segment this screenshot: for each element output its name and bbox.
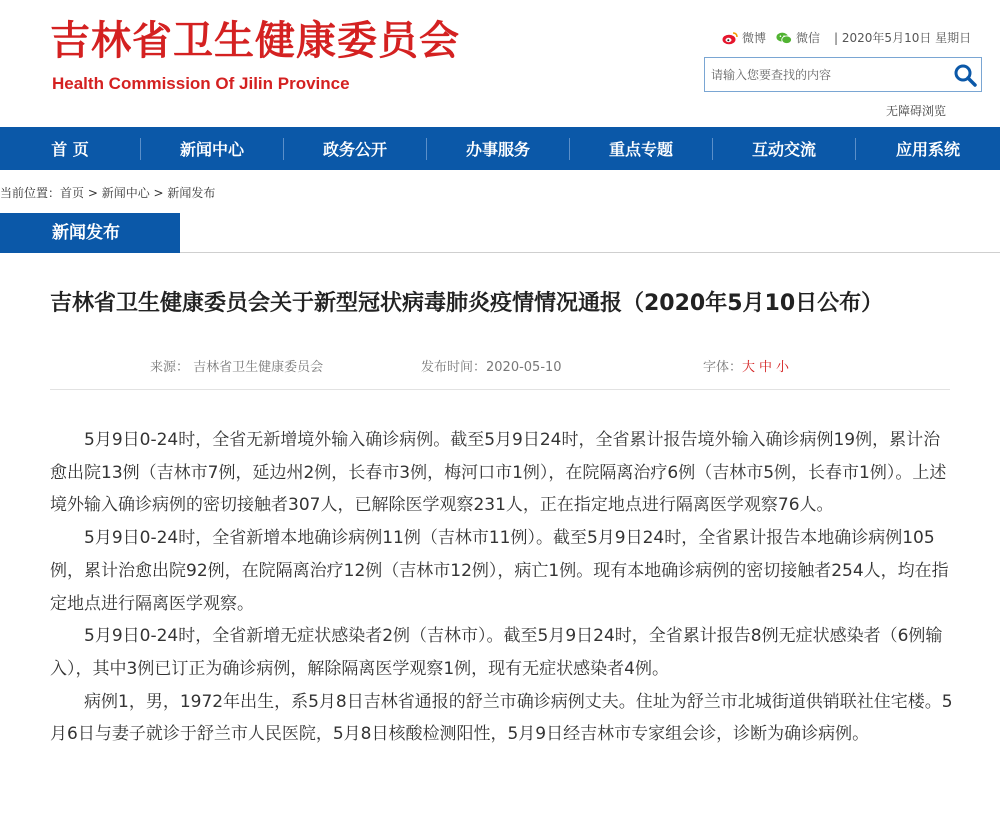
main-nav [0, 127, 1000, 170]
current-date: | 2020年5月10日 星期日 [834, 31, 972, 45]
nav-item-services[interactable]: 办事服务 [465, 140, 530, 159]
site-title-cn[interactable]: 吉林省卫生健康委员会 [50, 18, 460, 64]
wechat-link[interactable] [776, 29, 820, 46]
search-icon[interactable] [951, 61, 979, 89]
meta-divider [50, 389, 950, 390]
section-tab-news-release[interactable]: 新闻发布 [0, 213, 180, 253]
weibo-label: 微博 [742, 31, 767, 45]
breadcrumb-separator: > [149, 186, 168, 200]
nav-item-news[interactable]: 新闻中心 [179, 140, 244, 159]
article-body [50, 424, 956, 751]
nav-item-home[interactable]: 首 页 [51, 140, 89, 159]
breadcrumb-current[interactable]: 新闻发布 [167, 186, 216, 200]
weibo-icon [722, 31, 738, 45]
wechat-label: 微信 [796, 31, 821, 45]
accessibility-link[interactable]: 无障碍浏览 [886, 104, 947, 118]
article-paragraph: 5月9日0-24时，全省无新增境外输入确诊病例。截至5月9日24时，全省累计报告境外输入确诊病例19例，累计治愈出院13例（吉林市7例，延边州2例，长春市3例，梅河口市1例），在院隔离治疗6例（吉林市5例，长春市1例）。上述境外输入确诊病例的密切接触者307人，已解除医学观察231人，正在指定地点进行隔离医学观察76人。 [50, 430, 947, 516]
search-input[interactable] [705, 58, 949, 91]
article-paragraph: 5月9日0-24时，全省新增无症状感染者2例（吉林市）。截至5月9日24时，全省累计报告8例无症状感染者（6例输入），其中3例已订正为确诊病例，解除隔离医学观察1例，现有无症状感染者4例。 [50, 626, 943, 679]
breadcrumb-home[interactable]: 首页 [60, 186, 85, 200]
nav-item-interaction[interactable]: 互动交流 [751, 140, 816, 159]
search-box [704, 57, 982, 92]
article-source: 来源： 吉林省卫生健康委员会 [150, 360, 324, 375]
breadcrumb [0, 184, 215, 201]
font-size-control [703, 356, 793, 375]
article-paragraph: 5月9日0-24时，全省新增本地确诊病例11例（吉林市11例）。截至5月9日24时，全省累计报告本地确诊病例105例，累计治愈出院92例，在院隔离治疗12例（吉林市12例），病亡1例。现有本地确诊病例的密切接触者254人，均在指定地点进行隔离医学观察。 [50, 528, 949, 614]
font-small-button[interactable]: 小 [776, 360, 790, 375]
site-title-en[interactable]: Health Commission Of Jilin Province [52, 74, 350, 93]
weibo-link[interactable] [722, 29, 766, 46]
social-bar [722, 29, 971, 46]
section-bar [0, 213, 1000, 253]
article-publish-time: 发布时间：2020-05-10 [421, 360, 562, 375]
breadcrumb-news[interactable]: 新闻中心 [101, 186, 150, 200]
font-large-button[interactable]: 大 [742, 360, 756, 375]
breadcrumb-separator: > [84, 186, 102, 200]
nav-item-gov-affairs[interactable]: 政务公开 [322, 140, 387, 159]
nav-item-apps[interactable]: 应用系统 [895, 140, 960, 159]
font-size-label: 字体： [703, 360, 743, 375]
nav-item-topics[interactable]: 重点专题 [608, 140, 673, 159]
font-medium-button[interactable]: 中 [759, 360, 773, 375]
breadcrumb-prefix: 当前位置： [0, 186, 61, 200]
wechat-icon [776, 31, 792, 45]
article-title: 吉林省卫生健康委员会关于新型冠状病毒肺炎疫情情况通报（2020年5月10日公布） [50, 291, 884, 316]
site-header [0, 0, 1000, 127]
article-paragraph: 病例1，男，1972年出生，系5月8日吉林省通报的舒兰市确诊病例丈夫。住址为舒兰市北城街道供销联社住宅楼。5月6日与妻子就诊于舒兰市人民医院，5月8日核酸检测阳性，5月9日经吉林市专家组会诊，诊断为确诊病例。 [50, 691, 953, 745]
